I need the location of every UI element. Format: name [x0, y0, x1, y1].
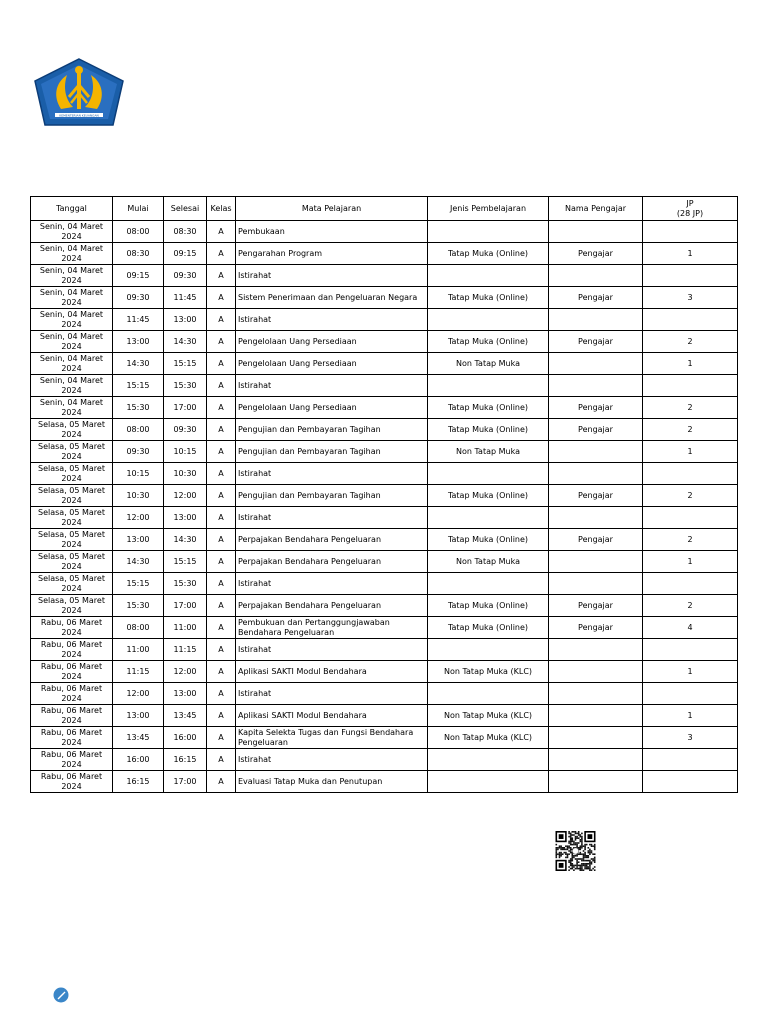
cell-selesai: 17:00 [164, 397, 207, 419]
cell-jenis-pembelajaran: Tatap Muka (Online) [428, 617, 549, 639]
cell-nama-pengajar [549, 375, 643, 397]
cell-jenis-pembelajaran: Tatap Muka (Online) [428, 419, 549, 441]
cell-kelas: A [207, 287, 236, 309]
cell-kelas: A [207, 705, 236, 727]
table-row [31, 573, 738, 595]
cell-jp: 3 [643, 287, 738, 309]
cell-jenis-pembelajaran: Tatap Muka (Online) [428, 529, 549, 551]
header-nama-pengajar: Nama Pengajar [549, 197, 643, 221]
cell-mulai: 13:00 [113, 705, 164, 727]
cell-jenis-pembelajaran: Non Tatap Muka (KLC) [428, 661, 549, 683]
cell-mata-pelajaran: Pengelolaan Uang Persediaan [236, 331, 428, 353]
cell-kelas: A [207, 265, 236, 287]
cell-nama-pengajar: Pengajar [549, 331, 643, 353]
cell-selesai: 15:15 [164, 551, 207, 573]
cell-kelas: A [207, 727, 236, 749]
cell-nama-pengajar [549, 705, 643, 727]
cell-kelas: A [207, 529, 236, 551]
cell-selesai: 15:30 [164, 375, 207, 397]
cell-tanggal: Senin, 04 Maret 2024 [31, 287, 113, 309]
cell-mulai: 10:30 [113, 485, 164, 507]
cell-nama-pengajar [549, 727, 643, 749]
cell-tanggal: Selasa, 05 Maret 2024 [31, 551, 113, 573]
cell-selesai: 13:00 [164, 507, 207, 529]
cell-mulai: 08:00 [113, 221, 164, 243]
cell-mulai: 09:15 [113, 265, 164, 287]
cell-jenis-pembelajaran [428, 265, 549, 287]
cell-mulai: 15:15 [113, 573, 164, 595]
cell-jenis-pembelajaran [428, 771, 549, 793]
cell-mulai: 09:30 [113, 287, 164, 309]
cell-selesai: 10:15 [164, 441, 207, 463]
cell-nama-pengajar: Pengajar [549, 529, 643, 551]
cell-jenis-pembelajaran [428, 507, 549, 529]
cell-jp: 1 [643, 353, 738, 375]
cell-selesai: 15:30 [164, 573, 207, 595]
cell-nama-pengajar [549, 441, 643, 463]
cell-mulai: 12:00 [113, 507, 164, 529]
cell-mulai: 11:15 [113, 661, 164, 683]
table-row [31, 595, 738, 617]
cell-nama-pengajar [549, 639, 643, 661]
cell-mata-pelajaran: Istirahat [236, 309, 428, 331]
cell-selesai: 08:30 [164, 221, 207, 243]
cell-selesai: 16:15 [164, 749, 207, 771]
cell-nama-pengajar [549, 683, 643, 705]
cell-kelas: A [207, 419, 236, 441]
cell-mulai: 08:30 [113, 243, 164, 265]
table-row [31, 419, 738, 441]
cell-selesai: 11:45 [164, 287, 207, 309]
cell-mata-pelajaran: Istirahat [236, 265, 428, 287]
cell-mata-pelajaran: Pengujian dan Pembayaran Tagihan [236, 419, 428, 441]
cell-jp: 3 [643, 727, 738, 749]
cell-tanggal: Senin, 04 Maret 2024 [31, 353, 113, 375]
cell-selesai: 12:00 [164, 485, 207, 507]
cell-mata-pelajaran: Aplikasi SAKTI Modul Bendahara [236, 661, 428, 683]
cell-tanggal: Rabu, 06 Maret 2024 [31, 705, 113, 727]
cell-nama-pengajar [549, 265, 643, 287]
cell-mulai: 13:45 [113, 727, 164, 749]
cell-kelas: A [207, 617, 236, 639]
cell-jp [643, 573, 738, 595]
cell-nama-pengajar [549, 661, 643, 683]
svg-text:KEMENTERIAN KEUANGAN: KEMENTERIAN KEUANGAN [59, 113, 99, 118]
cell-kelas: A [207, 463, 236, 485]
cell-kelas: A [207, 595, 236, 617]
cell-kelas: A [207, 221, 236, 243]
cell-tanggal: Rabu, 06 Maret 2024 [31, 661, 113, 683]
cell-jp: 4 [643, 617, 738, 639]
cell-jp: 2 [643, 331, 738, 353]
cell-kelas: A [207, 551, 236, 573]
schedule-table [30, 196, 738, 793]
table-row [31, 661, 738, 683]
cell-mata-pelajaran: Istirahat [236, 375, 428, 397]
table-row [31, 441, 738, 463]
cell-tanggal: Senin, 04 Maret 2024 [31, 331, 113, 353]
cell-jenis-pembelajaran [428, 639, 549, 661]
table-row [31, 375, 738, 397]
cell-selesai: 17:00 [164, 771, 207, 793]
cell-nama-pengajar [549, 463, 643, 485]
cell-selesai: 16:00 [164, 727, 207, 749]
cell-mulai: 12:00 [113, 683, 164, 705]
header-jp-label: JP [686, 199, 694, 208]
cell-kelas: A [207, 683, 236, 705]
header-row [31, 197, 738, 221]
cell-jp: 2 [643, 529, 738, 551]
cell-nama-pengajar [549, 221, 643, 243]
cell-kelas: A [207, 441, 236, 463]
cell-mata-pelajaran: Perpajakan Bendahara Pengeluaran [236, 529, 428, 551]
cell-selesai: 14:30 [164, 331, 207, 353]
cell-jp: 2 [643, 595, 738, 617]
table-row [31, 397, 738, 419]
table-row [31, 771, 738, 793]
cell-tanggal: Rabu, 06 Maret 2024 [31, 749, 113, 771]
cell-mulai: 11:45 [113, 309, 164, 331]
table-row [31, 331, 738, 353]
cell-nama-pengajar: Pengajar [549, 243, 643, 265]
cell-mata-pelajaran: Kapita Selekta Tugas dan Fungsi Bendahara Pengeluaran [236, 727, 428, 749]
cell-tanggal: Rabu, 06 Maret 2024 [31, 639, 113, 661]
table-row [31, 683, 738, 705]
cell-tanggal: Selasa, 05 Maret 2024 [31, 441, 113, 463]
cell-tanggal: Selasa, 05 Maret 2024 [31, 529, 113, 551]
cell-jp: 2 [643, 485, 738, 507]
cell-mata-pelajaran: Pengujian dan Pembayaran Tagihan [236, 485, 428, 507]
cell-tanggal: Senin, 04 Maret 2024 [31, 243, 113, 265]
cell-kelas: A [207, 353, 236, 375]
cell-jp [643, 309, 738, 331]
table-row [31, 463, 738, 485]
cell-jenis-pembelajaran [428, 749, 549, 771]
cell-nama-pengajar [549, 309, 643, 331]
cell-tanggal: Selasa, 05 Maret 2024 [31, 595, 113, 617]
cell-jenis-pembelajaran: Non Tatap Muka [428, 441, 549, 463]
cell-mulai: 14:30 [113, 353, 164, 375]
cell-mata-pelajaran: Istirahat [236, 507, 428, 529]
cell-tanggal: Selasa, 05 Maret 2024 [31, 419, 113, 441]
cell-selesai: 11:00 [164, 617, 207, 639]
cell-mulai: 13:00 [113, 331, 164, 353]
table-row [31, 705, 738, 727]
cell-tanggal: Rabu, 06 Maret 2024 [31, 683, 113, 705]
cell-jenis-pembelajaran: Non Tatap Muka (KLC) [428, 705, 549, 727]
cell-tanggal: Selasa, 05 Maret 2024 [31, 573, 113, 595]
cell-selesai: 12:00 [164, 661, 207, 683]
cell-mulai: 09:30 [113, 441, 164, 463]
cell-jenis-pembelajaran [428, 573, 549, 595]
cell-jenis-pembelajaran: Non Tatap Muka [428, 353, 549, 375]
cell-mata-pelajaran: Istirahat [236, 463, 428, 485]
header-jp [643, 197, 738, 221]
cell-nama-pengajar: Pengajar [549, 617, 643, 639]
cell-mata-pelajaran: Pengelolaan Uang Persediaan [236, 353, 428, 375]
cell-jp [643, 463, 738, 485]
cell-mulai: 14:30 [113, 551, 164, 573]
cell-jenis-pembelajaran [428, 309, 549, 331]
cell-jenis-pembelajaran [428, 463, 549, 485]
cell-jenis-pembelajaran [428, 221, 549, 243]
cell-jenis-pembelajaran: Tatap Muka (Online) [428, 331, 549, 353]
cell-mata-pelajaran: Sistem Penerimaan dan Pengeluaran Negara [236, 287, 428, 309]
cell-mulai: 15:30 [113, 397, 164, 419]
cell-mulai: 13:00 [113, 529, 164, 551]
cell-selesai: 17:00 [164, 595, 207, 617]
cell-selesai: 15:15 [164, 353, 207, 375]
cell-mata-pelajaran: Istirahat [236, 573, 428, 595]
cell-jenis-pembelajaran: Tatap Muka (Online) [428, 595, 549, 617]
header-mulai: Mulai [113, 197, 164, 221]
table-row [31, 485, 738, 507]
table-row [31, 287, 738, 309]
cell-selesai: 09:30 [164, 265, 207, 287]
cell-tanggal: Senin, 04 Maret 2024 [31, 397, 113, 419]
header-jenis-pembelajaran: Jenis Pembelajaran [428, 197, 549, 221]
cell-nama-pengajar [549, 551, 643, 573]
cell-jp: 1 [643, 661, 738, 683]
cell-tanggal: Selasa, 05 Maret 2024 [31, 463, 113, 485]
cell-mata-pelajaran: Aplikasi SAKTI Modul Bendahara [236, 705, 428, 727]
cell-mata-pelajaran: Pembukuan dan Pertanggungjawaban Bendahara Pengeluaran [236, 617, 428, 639]
cell-selesai: 13:00 [164, 683, 207, 705]
cell-jp [643, 771, 738, 793]
cell-jp [643, 683, 738, 705]
cell-nama-pengajar: Pengajar [549, 419, 643, 441]
cell-mulai: 08:00 [113, 617, 164, 639]
cell-nama-pengajar: Pengajar [549, 485, 643, 507]
header-jp-total: (28 JP) [676, 208, 704, 218]
cell-jp: 1 [643, 705, 738, 727]
table-row [31, 353, 738, 375]
cell-nama-pengajar: Pengajar [549, 595, 643, 617]
cell-jp [643, 375, 738, 397]
cell-jp: 2 [643, 397, 738, 419]
cell-mulai: 16:00 [113, 749, 164, 771]
cell-mulai: 11:00 [113, 639, 164, 661]
cell-jenis-pembelajaran: Tatap Muka (Online) [428, 485, 549, 507]
cell-nama-pengajar [549, 507, 643, 529]
table-row [31, 749, 738, 771]
cell-mata-pelajaran: Pembukaan [236, 221, 428, 243]
cell-tanggal: Senin, 04 Maret 2024 [31, 221, 113, 243]
cell-mulai: 16:15 [113, 771, 164, 793]
cell-jenis-pembelajaran: Non Tatap Muka (KLC) [428, 727, 549, 749]
cell-jenis-pembelajaran: Non Tatap Muka [428, 551, 549, 573]
cell-tanggal: Selasa, 05 Maret 2024 [31, 485, 113, 507]
table-row [31, 265, 738, 287]
cell-jenis-pembelajaran: Tatap Muka (Online) [428, 287, 549, 309]
cell-selesai: 11:15 [164, 639, 207, 661]
cell-kelas: A [207, 771, 236, 793]
table-row [31, 243, 738, 265]
cell-nama-pengajar [549, 771, 643, 793]
cell-jenis-pembelajaran [428, 683, 549, 705]
cell-jenis-pembelajaran [428, 375, 549, 397]
cell-selesai: 10:30 [164, 463, 207, 485]
table-row [31, 221, 738, 243]
cell-selesai: 14:30 [164, 529, 207, 551]
cell-jenis-pembelajaran: Tatap Muka (Online) [428, 397, 549, 419]
cell-nama-pengajar [549, 573, 643, 595]
cell-tanggal: Senin, 04 Maret 2024 [31, 265, 113, 287]
cell-nama-pengajar: Pengajar [549, 397, 643, 419]
table-row [31, 639, 738, 661]
cell-mata-pelajaran: Perpajakan Bendahara Pengeluaran [236, 595, 428, 617]
header-tanggal: Tanggal [31, 197, 113, 221]
cell-kelas: A [207, 749, 236, 771]
header-mata-pelajaran: Mata Pelajaran [236, 197, 428, 221]
cell-jenis-pembelajaran: Tatap Muka (Online) [428, 243, 549, 265]
cell-selesai: 13:45 [164, 705, 207, 727]
cell-kelas: A [207, 243, 236, 265]
cell-kelas: A [207, 507, 236, 529]
cell-tanggal: Senin, 04 Maret 2024 [31, 309, 113, 331]
cell-tanggal: Selasa, 05 Maret 2024 [31, 507, 113, 529]
table-row [31, 529, 738, 551]
cell-kelas: A [207, 309, 236, 331]
cell-tanggal: Rabu, 06 Maret 2024 [31, 727, 113, 749]
cell-jp [643, 507, 738, 529]
cell-kelas: A [207, 639, 236, 661]
cell-tanggal: Rabu, 06 Maret 2024 [31, 617, 113, 639]
cell-tanggal: Senin, 04 Maret 2024 [31, 375, 113, 397]
cell-jp [643, 639, 738, 661]
table-row [31, 727, 738, 749]
cell-jp: 1 [643, 441, 738, 463]
pen-icon [53, 987, 69, 1003]
cell-mulai: 15:15 [113, 375, 164, 397]
cell-kelas: A [207, 573, 236, 595]
cell-mulai: 10:15 [113, 463, 164, 485]
cell-nama-pengajar [549, 353, 643, 375]
cell-jp [643, 749, 738, 771]
cell-mata-pelajaran: Istirahat [236, 749, 428, 771]
cell-selesai: 09:15 [164, 243, 207, 265]
cell-mata-pelajaran: Evaluasi Tatap Muka dan Penutupan [236, 771, 428, 793]
cell-mulai: 08:00 [113, 419, 164, 441]
cell-selesai: 09:30 [164, 419, 207, 441]
cell-kelas: A [207, 331, 236, 353]
cell-kelas: A [207, 485, 236, 507]
cell-jp: 1 [643, 551, 738, 573]
table-row [31, 309, 738, 331]
header-kelas: Kelas [207, 197, 236, 221]
cell-mata-pelajaran: Pengarahan Program [236, 243, 428, 265]
cell-kelas: A [207, 661, 236, 683]
table-row [31, 617, 738, 639]
ministry-logo [33, 57, 125, 127]
cell-jp [643, 265, 738, 287]
qr-code [551, 830, 600, 872]
cell-kelas: A [207, 375, 236, 397]
table-row [31, 507, 738, 529]
cell-kelas: A [207, 397, 236, 419]
cell-nama-pengajar [549, 749, 643, 771]
cell-selesai: 13:00 [164, 309, 207, 331]
cell-mata-pelajaran: Istirahat [236, 683, 428, 705]
cell-nama-pengajar: Pengajar [549, 287, 643, 309]
cell-jp: 2 [643, 419, 738, 441]
table-row [31, 551, 738, 573]
cell-jp [643, 221, 738, 243]
cell-mata-pelajaran: Perpajakan Bendahara Pengeluaran [236, 551, 428, 573]
cell-mata-pelajaran: Istirahat [236, 639, 428, 661]
cell-tanggal: Rabu, 06 Maret 2024 [31, 771, 113, 793]
cell-mata-pelajaran: Pengelolaan Uang Persediaan [236, 397, 428, 419]
cell-mulai: 15:30 [113, 595, 164, 617]
cell-mata-pelajaran: Pengujian dan Pembayaran Tagihan [236, 441, 428, 463]
cell-jp: 1 [643, 243, 738, 265]
header-selesai: Selesai [164, 197, 207, 221]
